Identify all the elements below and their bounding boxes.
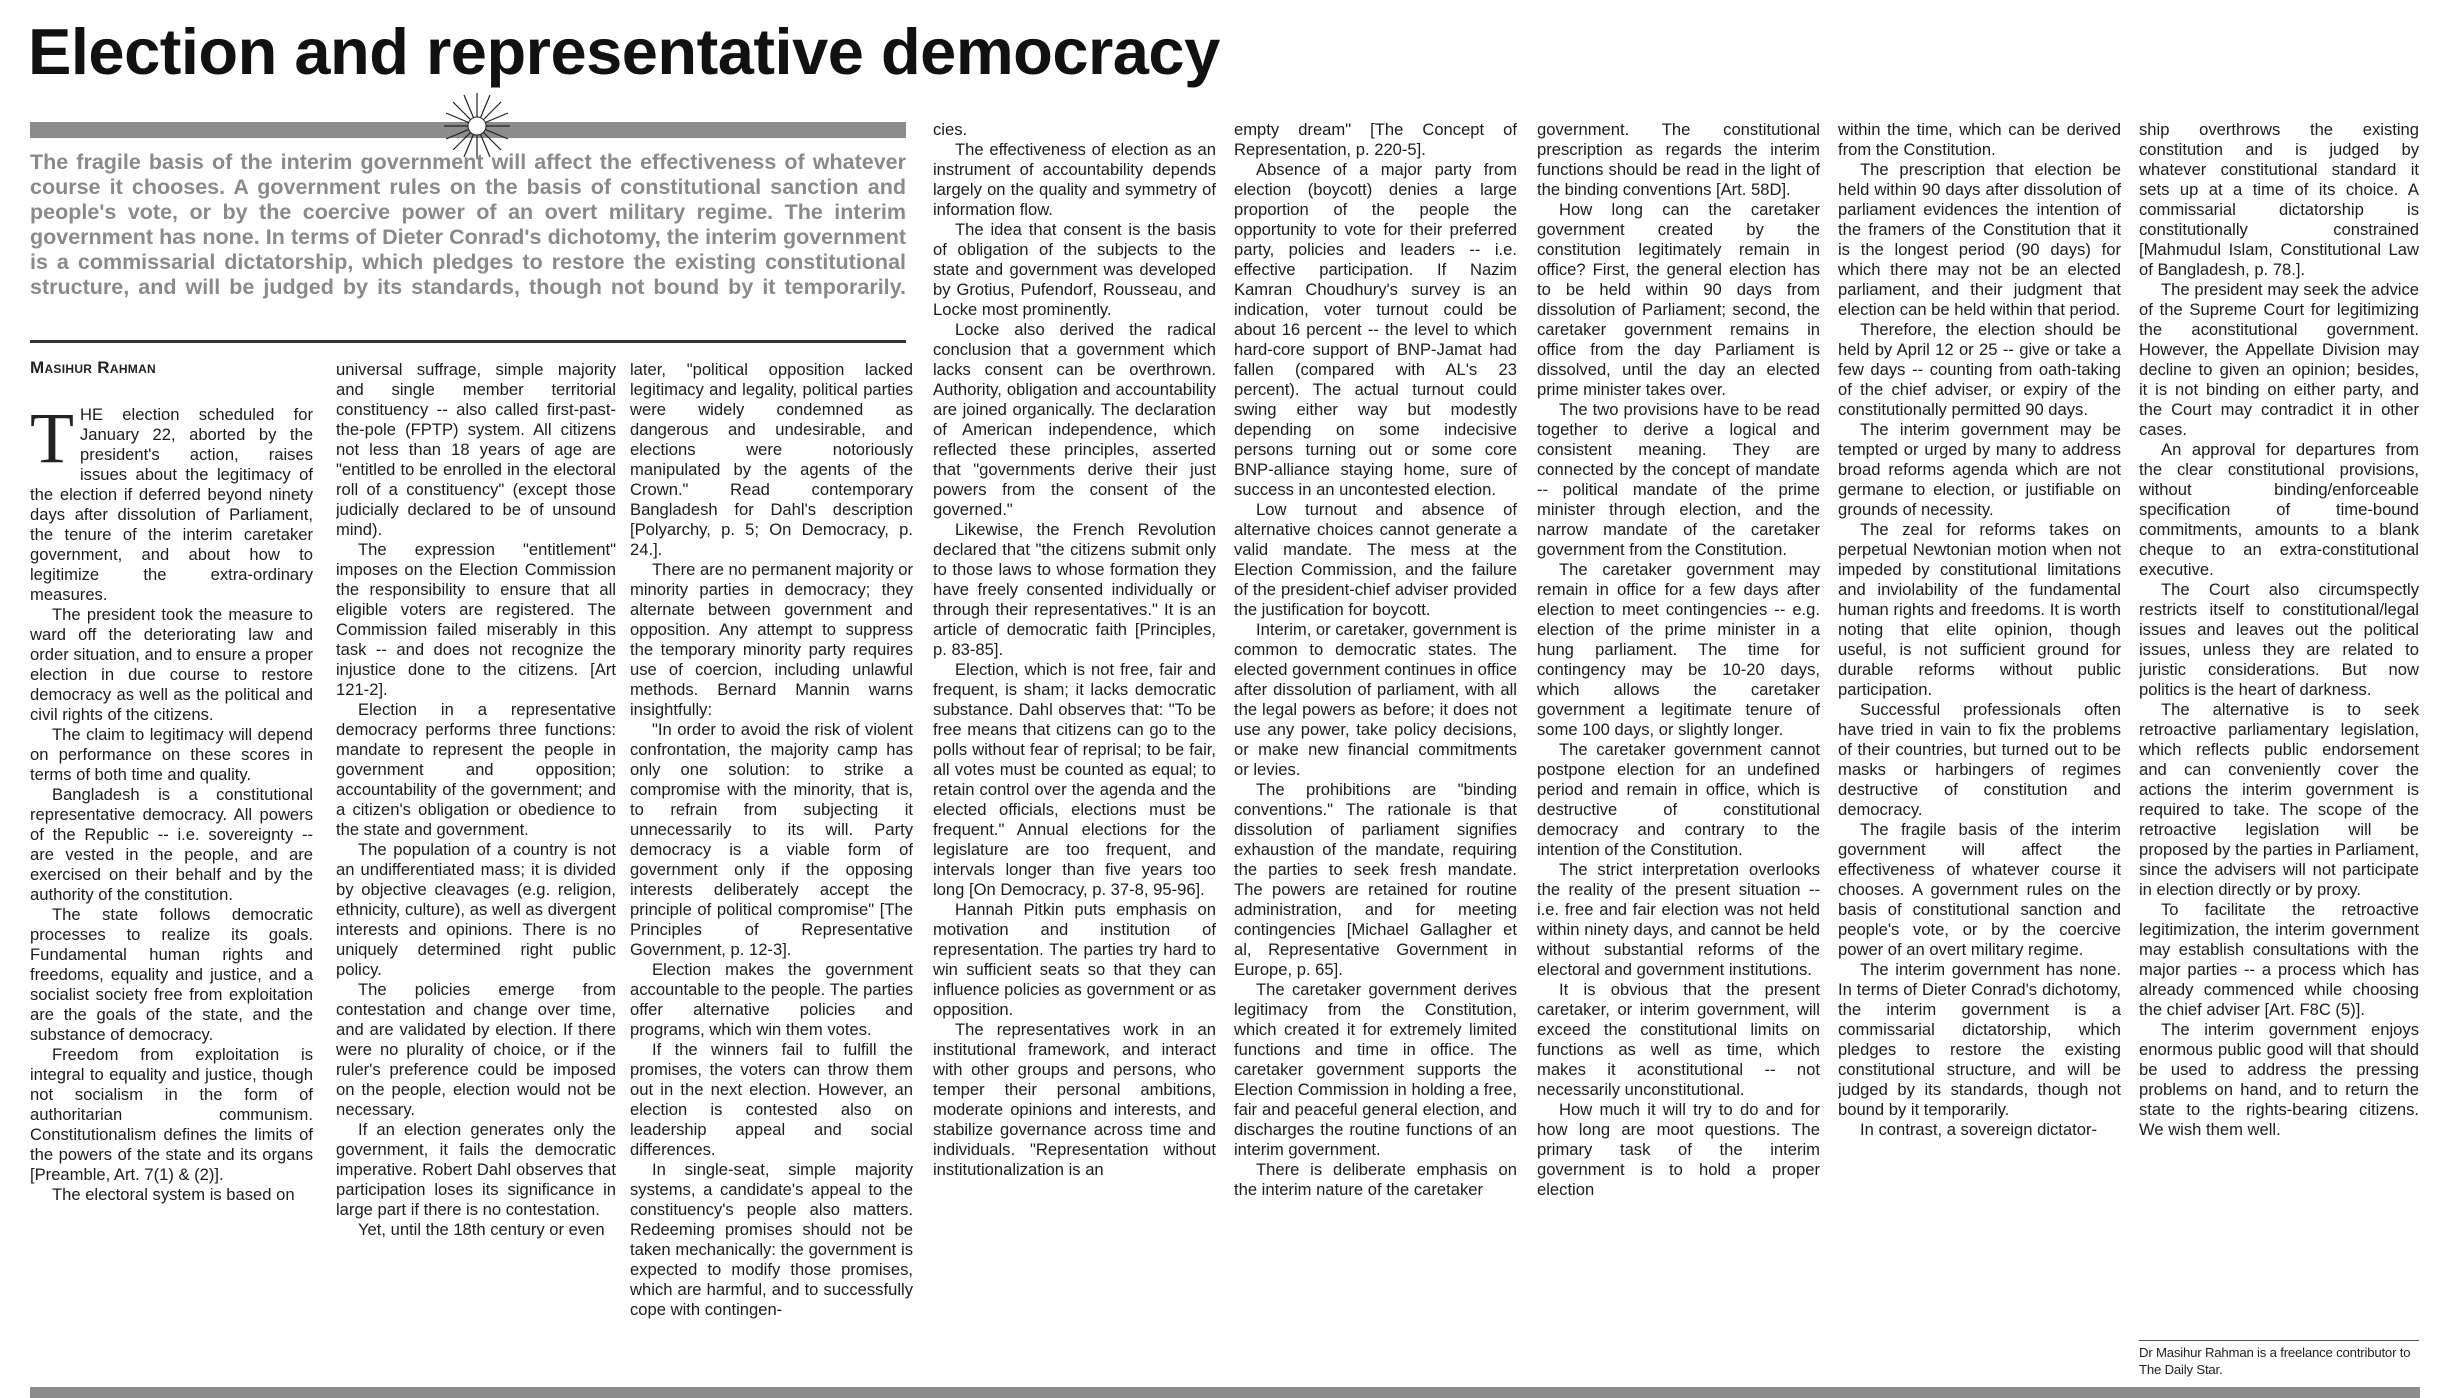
article-paragraph: Hannah Pitkin puts emphasis on motivation and institution of representation. The parties try hard to win sufficient seats so that they can influence policies as government or as opposition.	[933, 900, 1216, 1019]
article-paragraph: The interim government has none. In terms of Dieter Conrad's dichotomy, the interim government is a commissarial dictatorship, which pledges to restore the existing constitutional structure, and will be judged by its standards, though not bound by it temporarily.	[1838, 960, 2121, 1119]
article-paragraph: The population of a country is not an undifferentiated mass; it is divided by objective cleavages (e.g. religion, ethnicity, culture), as well as divergent interests and opinions. There is no uniquely determined right public policy.	[336, 840, 616, 979]
article-paragraph: If the winners fail to fulfill the promises, the voters can throw them out in the next election. However, an election is contested also on leadership appeal and social differences.	[630, 1040, 913, 1159]
article-paragraph: The prescription that election be held within 90 days after dissolution of parliament evidences the intention of the framers of the Constitution that it is the longest period (90 days) for which there may not be an elected parliament, and their judgment that election can be held within that period.	[1838, 160, 2121, 319]
article-paragraph: The president may seek the advice of the Supreme Court for legitimizing the aconstitutional government. However, the Appellate Division may decline to given an opinion; besides, it is not binding on either party, and the Court may contradict it in other cases.	[2139, 280, 2419, 439]
article-paragraph: The expression "entitlement" imposes on the Election Commission the responsibility to ensure that all eligible voters are registered. The Commission failed miserably in this task -- and does not recognize the injustice done to the citizens. [Art 121-2].	[336, 540, 616, 699]
article-column-6	[1537, 120, 1820, 1380]
article-paragraph: The claim to legitimacy will depend on performance on these scores in terms of both time and quality.	[30, 725, 313, 784]
article-paragraph: The Court also circumspectly restricts itself to constitutional/legal issues and leaves out the political issues, unless they are related to juristic considerations. But now politics is the heart of darkness.	[2139, 580, 2419, 699]
article-paragraph: The president took the measure to ward off the deteriorating law and order situation, and to ensure a proper election in due course to restore democracy as well as the political and civil rights of the citizens.	[30, 605, 313, 724]
article-paragraph: The fragile basis of the interim government will affect the effectiveness of whatever course it chooses. A government rules on the basis of constitutional sanction and people's vote, or by the coercive power of an overt military regime.	[1838, 820, 2121, 959]
article-paragraph: Successful professionals often have tried in vain to fix the problems of their countries, but turned out to be masks or harbingers of regimes destructive of constitution and democracy.	[1838, 700, 2121, 819]
author-endnote: Dr Masihur Rahman is a freelance contributor to The Daily Star.	[2139, 1345, 2411, 1377]
article-paragraph: HE election scheduled for January 22, aborted by the president's action, raises issues about the legitimacy of the election if deferred beyond ninety days after dissolution of Parliament, the tenure of the interim caretaker government, and about how to legitimize the extra-ordinary measures.	[30, 405, 313, 604]
article-column-7	[1838, 120, 2121, 1380]
article-column-3	[630, 360, 913, 1380]
article-paragraph: The alternative is to seek retroactive parliamentary legislation, which reflects public endorsement and can conveniently cover the actions the interim government is required to take. The scope of the retroactive legislation will be proposed by the parties in Parliament, since the advisers will not participate in election directly or by proxy.	[2139, 700, 2419, 899]
article-paragraph: Election, which is not free, fair and frequent, is sham; it lacks democratic substance. Dahl observes that: "To be free means that citizens can go to the polls without fear of reprisal; to be fair, all votes must be counted as equal; to retain control over the agenda and the elected officials, elections must be frequent." Annual elections for the legislature are too frequent, and intervals longer than five years too long [On Democracy, p. 37-8, 95-96].	[933, 660, 1216, 899]
article-paragraph: The zeal for reforms takes on perpetual Newtonian motion when not impeded by constitutional limitations and inviolability of the fundamental human rights and freedoms. It is worth noting that elite opinion, though useful, is not sufficient ground for durable reforms without public participation.	[1838, 520, 2121, 699]
article-paragraph: To facilitate the retroactive legitimization, the interim government may establish consultations with the major parties -- a process which has already commenced while choosing the chief adviser [Art. F8C (5)].	[2139, 900, 2419, 1019]
deck-rule	[30, 340, 906, 343]
article-paragraph: "In order to avoid the risk of violent confrontation, the majority camp has only one solution: to strike a compromise with the minority, that is, to refrain from subjecting it unnecessarily to its will. Party democracy is a viable form of government only if the opposing interests deliberately accept the principle of political compromise" [The Principles of Representative Government, p. 12-3].	[630, 720, 913, 959]
article-paragraph: In contrast, a sovereign dictator-	[1860, 1120, 2098, 1139]
article-paragraph: cies.	[933, 120, 968, 139]
article-paragraph: Locke also derived the radical conclusion that a government which lacks consent can be overthrown. Authority, obligation and accountability are joined organically. The declaration of American independence, which reflected these principles, asserted that "governments derive their just powers from the consent of the governed."	[933, 320, 1216, 519]
article-paragraph: The strict interpretation overlooks the reality of the present situation -- i.e. free and fair election was not held within ninety days, and cannot be held without substantial reforms of the electoral and government institutions.	[1537, 860, 1820, 979]
article-paragraph: Low turnout and absence of alternative choices cannot generate a valid mandate. The mess at the Election Commission, and the failure of the president-chief adviser provided the justification for boycott.	[1234, 500, 1517, 619]
article-column-1	[30, 405, 313, 1380]
article-column-8	[2139, 120, 2419, 1340]
article-paragraph: There are no permanent majority or minority parties in democracy; they alternate between government and opposition. Any attempt to suppress the temporary minority party requires use of coercion, including unlawful methods. Bernard Mannin warns insightfully:	[630, 560, 913, 719]
endnote-rule	[2139, 1340, 2419, 1341]
article-column-5	[1234, 120, 1517, 1380]
article-column-4	[933, 120, 1216, 1380]
article-paragraph: An approval for departures from the clear constitutional provisions, without binding/enforceable specification of time-bound commitments, amounts to a blank cheque to an extra-constitutional executive.	[2139, 440, 2419, 579]
article-paragraph: Bangladesh is a constitutional representative democracy. All powers of the Republic -- i.e. sovereignty -- are vested in the people, and are exercised on their behalf and by the authority of the constitution.	[30, 785, 313, 904]
deck-summary: The fragile basis of the interim government will affect the effectiveness of whatever course it chooses. A government rules on the basis of constitutional sanction and people's vote, or by the coercive power of an overt military regime. The interim government has none. In terms of Dieter Conrad's dichotomy, the interim government is a commissarial dictatorship, which pledges to restore the existing constitutional structure, and will be judged by its standards, though not bound by it temporarily.	[30, 150, 906, 299]
article-paragraph: The electoral system is based on	[52, 1185, 295, 1204]
bottom-bar	[30, 1387, 2420, 1398]
drop-cap: T	[30, 405, 74, 478]
article-paragraph: If an election generates only the government, it fails the democratic imperative. Robert Dahl observes that participation loses its significance in large part if there is no contestation.	[336, 1120, 616, 1219]
article-paragraph: Interim, or caretaker, government is common to democratic states. The elected government continues in office after dissolution of parliament, with all the legal powers as before; it does not use any power, take policy decisions, or make new financial commitments or levies.	[1234, 620, 1517, 779]
article-paragraph: Freedom from exploitation is integral to equality and justice, though not socialism in the form of authoritarian communism. Constitutionalism defines the limits of the powers of the state and its organs [Preamble, Art. 7(1) & (2)].	[30, 1045, 313, 1184]
article-paragraph: Yet, until the 18th century or even	[358, 1220, 605, 1239]
article-paragraph: later, "political opposition lacked legitimacy and legality, political parties were widely condemned as dangerous and undesirable, and elections were notoriously manipulated by the agents of the Crown." Read contemporary Bangladesh for Dahl's description [Polyarchy, p. 5; On Democracy, p. 24.].	[630, 360, 913, 559]
article-paragraph: Election in a representative democracy performs three functions: mandate to represent the people in government and opposition; accountability of the government; and a citizen's obligation or obedience to the state and government.	[336, 700, 616, 839]
article-paragraph: The effectiveness of election as an instrument of accountability depends largely on the quality and symmetry of information flow.	[933, 140, 1216, 219]
article-paragraph: universal suffrage, simple majority and single member territorial constituency -- also called first-past-the-pole (FPTP) system. All citizens not less than 18 years of age are "entitled to be enrolled in the electoral roll of a constituency" (except those judicially declared to be of unsound mind).	[336, 360, 616, 539]
article-paragraph: within the time, which can be derived from the Constitution.	[1838, 120, 2121, 159]
byline: Masihur Rahman	[30, 358, 157, 377]
article-paragraph: The caretaker government may remain in office for a few days after election to meet contingencies -- e.g. election of the prime minister in a hung parliament. The time for contingency may be 10-20 days, which allows the caretaker government a legitimate tenure of some 100 days, or slightly longer.	[1537, 560, 1820, 739]
article-paragraph: ship overthrows the existing constitution and is judged by whatever constitutional standard it sets up at a time of its choice. A commissarial dictatorship is constitutionally constrained [Mahmudul Islam, Constitutional Law of Bangladesh, p. 78.].	[2139, 120, 2419, 279]
article-paragraph: In single-seat, simple majority systems, a candidate's appeal to the constituency's people also matters. Redeeming promises should not be taken mechanically: the government is expected to modify those promises, which are harmful, and to successfully cope with contingen-	[630, 1160, 913, 1319]
headline: Election and representative democracy	[28, 15, 1220, 88]
article-paragraph: Absence of a major party from election (boycott) denies a large proportion of the people the opportunity to vote for their preferred party, policies and leaders -- i.e. effective participation. If Nazim Kamran Choudhury's survey is an indication, voter turnout could be about 16 percent -- the level to which hard-core support of BNP-Jamat had fallen (compared with AL's 23 percent). The actual turnout could swing either way but modestly depending on some indecisive persons turning out or some core BNP-alliance staying home, sure of success in an uncontested election.	[1234, 160, 1517, 499]
article-paragraph: The caretaker government derives legitimacy from the Constitution, which created it for extremely limited functions and time in office. The caretaker government supports the Election Commission in holding a free, fair and peaceful general election, and discharges the routine functions of an interim government.	[1234, 980, 1517, 1159]
article-paragraph: It is obvious that the present caretaker, or interim government, will exceed the constitutional limits on functions as well as time, which makes it aconstitutional -- not necessarily unconstitutional.	[1537, 980, 1820, 1099]
article-paragraph: The caretaker government cannot postpone election for an undefined period and remain in office, which is destructive of constitutional democracy and contrary to the intention of the Constitution.	[1537, 740, 1820, 859]
article-paragraph: Election makes the government accountable to the people. The parties offer alternative policies and programs, which win them votes.	[630, 960, 913, 1039]
article-paragraph: How much it will try to do and for how long are moot questions. The primary task of the interim government is to hold a proper election	[1537, 1100, 1820, 1199]
article-paragraph: The policies emerge from contestation and change over time, and are validated by election. If there were no plurality of choice, or if the ruler's preference could be imposed on the people, election would not be necessary.	[336, 980, 616, 1119]
article-paragraph: The representatives work in an institutional framework, and interact with other groups and persons, who temper their personal ambitions, moderate opinions and interests, and stabilize governance across time and individuals. "Representation without institutionalization is an	[933, 1020, 1216, 1179]
article-paragraph: The state follows democratic processes to realize its goals. Fundamental human rights and freedoms, equality and justice, and a socialist society free from exploitation are the goals of the state, and the substance of democracy.	[30, 905, 313, 1044]
article-paragraph: The two provisions have to be read together to derive a logical and consistent meaning. They are connected by the concept of mandate -- political mandate of the prime minister through election, and the narrow mandate of the caretaker government from the Constitution.	[1537, 400, 1820, 559]
article-paragraph: Likewise, the French Revolution declared that "the citizens submit only to those laws to whose formation they have freely consented individually or through their representatives." It is an article of democratic faith [Principles, p. 83-85].	[933, 520, 1216, 659]
article-paragraph: The idea that consent is the basis of obligation of the subjects to the state and government was developed by Grotius, Pufendorf, Rousseau, and Locke most prominently.	[933, 220, 1216, 319]
article-paragraph: The interim government enjoys enormous public good will that should be used to address the pressing problems on hand, and to return the state to the rights-bearing citizens. We wish them well.	[2139, 1020, 2419, 1139]
article-paragraph: The prohibitions are "binding conventions." The rationale is that dissolution of parliament signifies exhaustion of the mandate, requiring the parties to seek fresh mandate. The powers are retained for routine administration, and for meeting contingencies [Michael Gallagher et al, Representative Government in Europe, p. 65].	[1234, 780, 1517, 979]
article-paragraph: Therefore, the election should be held by April 12 or 25 -- give or take a few days -- counting from oath-taking of the chief adviser, or expiry of the constitutionally permitted 90 days.	[1838, 320, 2121, 419]
article-paragraph: There is deliberate emphasis on the interim nature of the caretaker	[1234, 1160, 1517, 1199]
article-paragraph: government. The constitutional prescription as regards the interim functions should be read in the light of the binding conventions [Art. 58D].	[1537, 120, 1820, 199]
article-paragraph: How long can the caretaker government created by the constitution legitimately remain in office? First, the general election has to be held within 90 days from dissolution of Parliament; second, the caretaker government remains in office from the day Parliament is dissolved, until the day an elected prime minister takes over.	[1537, 200, 1820, 399]
article-paragraph: empty dream" [The Concept of Representation, p. 220-5].	[1234, 120, 1517, 159]
article-paragraph: The interim government may be tempted or urged by many to address broad reforms agenda which are not germane to election, or justifiable on grounds of necessity.	[1838, 420, 2121, 519]
article-column-2	[336, 360, 616, 1380]
